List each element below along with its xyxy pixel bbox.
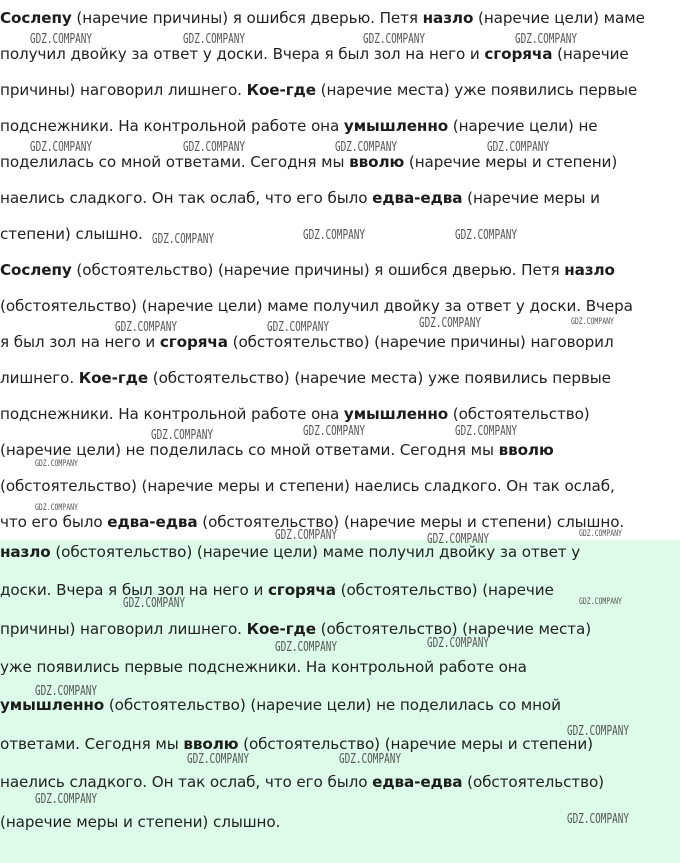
text-line bbox=[0, 735, 593, 753]
adverb-term: назло bbox=[422, 9, 474, 27]
text-run: получил двойку за ответ у доски. Вчера я был зол на него и bbox=[0, 45, 485, 63]
text-run: (обстоятельство) bbox=[448, 405, 590, 423]
watermark-text: GDZ.COMPANY bbox=[151, 428, 213, 443]
text-line bbox=[0, 261, 615, 279]
text-run: причины) наговорил лишнего. bbox=[0, 620, 247, 638]
watermark-text: GDZ.COMPANY bbox=[339, 752, 401, 767]
adverb-term: вволю bbox=[498, 441, 554, 459]
text-line bbox=[0, 81, 637, 99]
watermark-text: GDZ.COMPANY bbox=[275, 640, 337, 655]
text-run: (обстоятельство) (наречие меры и степени) наелись сладкого. Он так ослаб, bbox=[0, 477, 615, 495]
text-line bbox=[0, 225, 143, 243]
text-run: (обстоятельство) (наречие bbox=[335, 581, 554, 599]
text-line bbox=[0, 9, 645, 27]
adverb-term: Кое-где bbox=[78, 369, 149, 387]
watermark-text: GDZ.COMPANY bbox=[455, 228, 517, 243]
text-line bbox=[0, 441, 554, 459]
adverb-term: умышленно bbox=[0, 696, 105, 714]
text-line bbox=[0, 773, 604, 791]
watermark-text: GDZ.COMPANY bbox=[183, 32, 245, 47]
text-run: (обстоятельство) (наречие места) bbox=[315, 620, 592, 638]
adverb-term: Кое-где bbox=[246, 81, 316, 99]
watermark-text: GDZ.COMPANY bbox=[35, 684, 97, 699]
text-run: наелись сладкого. Он так ослаб, что его было bbox=[0, 189, 373, 207]
adverb-term: вволю bbox=[183, 735, 239, 753]
text-line bbox=[0, 189, 600, 207]
text-run: (наречие цели) не bbox=[448, 117, 598, 135]
text-line bbox=[0, 658, 527, 676]
adverb-term: Сослепу bbox=[0, 9, 72, 27]
text-line bbox=[0, 333, 614, 351]
text-run: уже появились первые подснежники. На контрольной работе она bbox=[0, 658, 527, 676]
adverb-term: едва-едва bbox=[372, 189, 463, 207]
watermark-text: GDZ.COMPANY bbox=[303, 228, 365, 243]
text-run: (наречие меры и степени) bbox=[404, 153, 618, 171]
watermark-text: GDZ.COMPANY bbox=[363, 32, 425, 47]
watermark-text: GDZ.COMPANY bbox=[35, 503, 78, 513]
adverb-term: сгоряча bbox=[159, 333, 228, 351]
text-run: (наречие места) уже появились первые bbox=[315, 81, 638, 99]
watermark-text: GDZ.COMPANY bbox=[419, 316, 481, 331]
watermark-text: GDZ.COMPANY bbox=[183, 140, 245, 155]
text-run: (обстоятельство) (наречие меры и степени) bbox=[238, 735, 593, 753]
watermark-text: GDZ.COMPANY bbox=[427, 636, 489, 651]
watermark-text: GDZ.COMPANY bbox=[267, 320, 329, 335]
text-run: (обстоятельство) bbox=[462, 773, 604, 791]
watermark-text: GDZ.COMPANY bbox=[275, 528, 337, 543]
adverb-term: назло bbox=[564, 261, 615, 279]
watermark-text: GDZ.COMPANY bbox=[30, 32, 92, 47]
text-run: (обстоятельство) (наречие причины) я ошибся дверью. Петя bbox=[71, 261, 565, 279]
text-run: лишнего. bbox=[0, 369, 79, 387]
text-line bbox=[0, 813, 280, 831]
watermark-text: GDZ.COMPANY bbox=[187, 752, 249, 767]
watermark-text: GDZ.COMPANY bbox=[123, 596, 185, 611]
text-run: (обстоятельство) (наречие места) уже появились первые bbox=[148, 369, 611, 387]
watermark-text: GDZ.COMPANY bbox=[455, 424, 517, 439]
text-run: (наречие меры и степени) слышно. bbox=[0, 813, 281, 831]
text-run: (обстоятельство) (наречие цели) не поделилась со мной bbox=[104, 696, 561, 714]
text-line bbox=[0, 153, 617, 171]
adverb-term: Сослепу bbox=[0, 261, 72, 279]
text-run: наелись сладкого. Он так ослаб, что его было bbox=[0, 773, 373, 791]
adverb-term: сгоряча bbox=[484, 45, 553, 63]
watermark-text: GDZ.COMPANY bbox=[35, 792, 97, 807]
watermark-text: GDZ.COMPANY bbox=[115, 320, 177, 335]
watermark-text: GDZ.COMPANY bbox=[515, 32, 577, 47]
adverb-term: Кое-где bbox=[246, 620, 316, 638]
text-run: (обстоятельство) (наречие цели) маме получил двойку за ответ у доски. Вчера bbox=[0, 297, 633, 315]
text-run: (наречие причины) я ошибся дверью. Петя bbox=[71, 9, 423, 27]
watermark-text: GDZ.COMPANY bbox=[335, 140, 397, 155]
adverb-term: сгоряча bbox=[267, 581, 336, 599]
text-run: причины) наговорил лишнего. bbox=[0, 81, 247, 99]
text-run: подснежники. На контрольной работе она bbox=[0, 117, 344, 135]
watermark-text: GDZ.COMPANY bbox=[567, 812, 629, 827]
watermark-text: GDZ.COMPANY bbox=[427, 532, 489, 547]
watermark-text: GDZ.COMPANY bbox=[152, 232, 214, 247]
watermark-text: GDZ.COMPANY bbox=[571, 317, 614, 327]
text-line bbox=[0, 369, 611, 387]
adverb-term: вволю bbox=[349, 153, 405, 171]
text-run: (наречие цели) не поделилась со мной ответами. Сегодня мы bbox=[0, 441, 499, 459]
adverb-term: едва-едва bbox=[372, 773, 463, 791]
text-run: подснежники. На контрольной работе она bbox=[0, 405, 344, 423]
watermark-text: GDZ.COMPANY bbox=[579, 529, 622, 539]
text-run: (наречие меры и bbox=[462, 189, 600, 207]
watermark-text: GDZ.COMPANY bbox=[487, 140, 549, 155]
text-run: что его было bbox=[0, 513, 108, 531]
text-line bbox=[0, 297, 633, 315]
adverb-term: едва-едва bbox=[107, 513, 198, 531]
text-line bbox=[0, 117, 598, 135]
watermark-text: GDZ.COMPANY bbox=[567, 724, 629, 739]
text-line bbox=[0, 581, 554, 599]
text-run: (обстоятельство) (наречие причины) наговорил bbox=[227, 333, 614, 351]
text-line bbox=[0, 405, 590, 423]
text-run: ответами. Сегодня мы bbox=[0, 735, 184, 753]
text-run: (наречие bbox=[552, 45, 629, 63]
adverb-term: умышленно bbox=[343, 405, 449, 423]
text-run: я был зол на него и bbox=[0, 333, 160, 351]
watermark-text: GDZ.COMPANY bbox=[30, 140, 92, 155]
watermark-text: GDZ.COMPANY bbox=[303, 424, 365, 439]
adverb-term: умышленно bbox=[343, 117, 449, 135]
text-run: доски. Вчера я был зол на него и bbox=[0, 581, 268, 599]
text-run: (обстоятельство) (наречие цели) маме получил двойку за ответ у bbox=[50, 543, 581, 561]
text-line bbox=[0, 543, 580, 561]
text-line bbox=[0, 477, 615, 495]
text-line bbox=[0, 620, 591, 638]
adverb-term: назло bbox=[0, 543, 51, 561]
text-run: степени) слышно. bbox=[0, 225, 143, 243]
text-run: (наречие цели) маме bbox=[473, 9, 645, 27]
text-line bbox=[0, 45, 629, 63]
watermark-text: GDZ.COMPANY bbox=[35, 459, 78, 469]
text-run: (обстоятельство) (наречие меры и степени) слышно. bbox=[197, 513, 625, 531]
watermark-text: GDZ.COMPANY bbox=[579, 597, 622, 607]
text-run: поделилась со мной ответами. Сегодня мы bbox=[0, 153, 350, 171]
